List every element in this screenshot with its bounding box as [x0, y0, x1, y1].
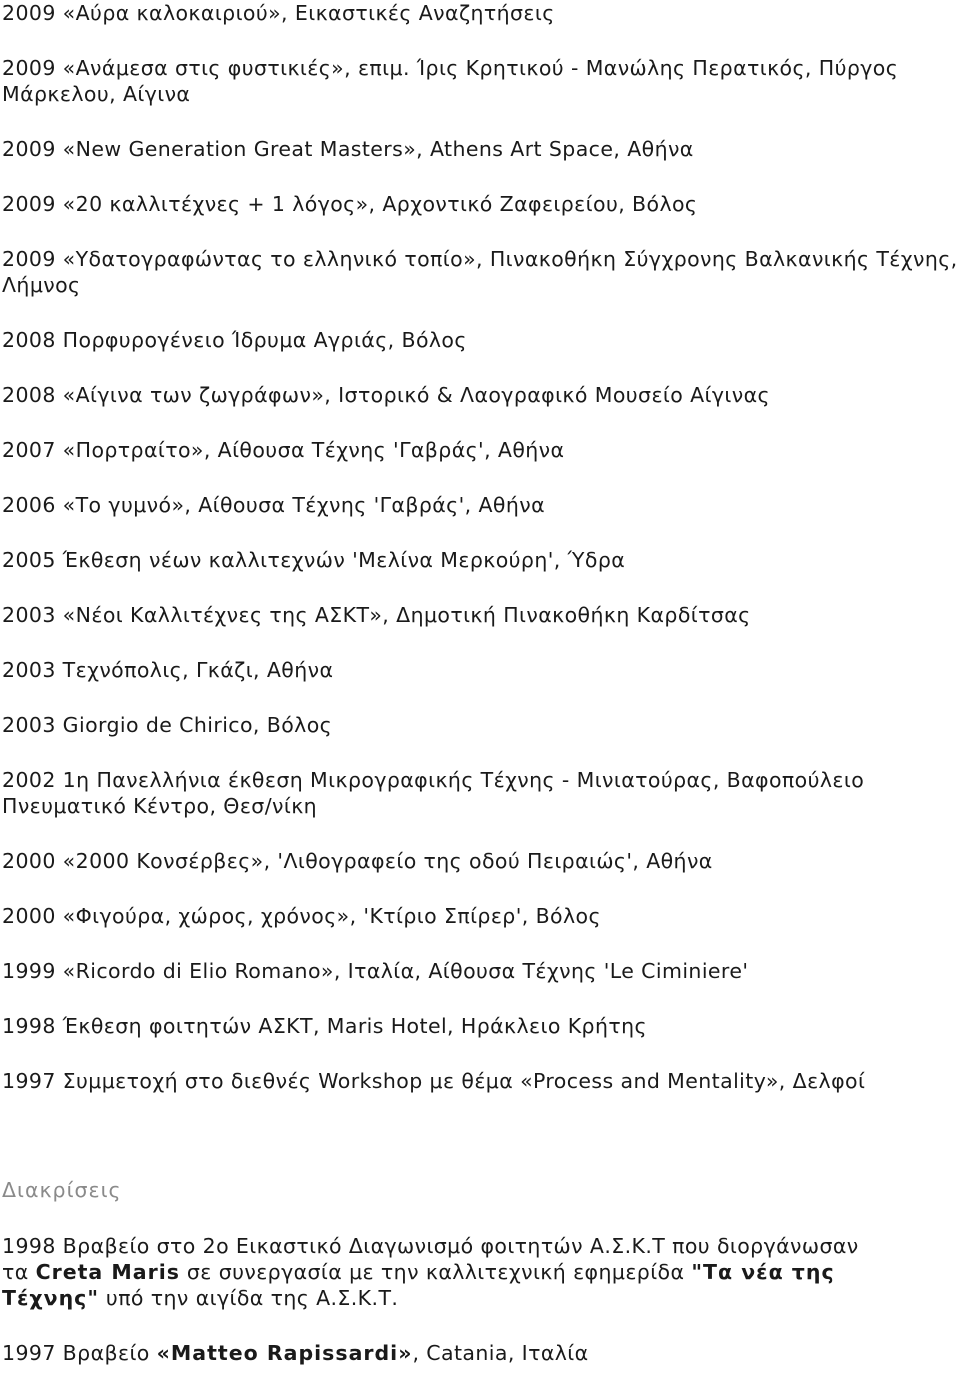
award-highlight: "Τα νέα της [691, 1260, 835, 1284]
award-entry [2, 1340, 960, 1366]
exhibition-entry: 2009 «20 καλλιτέχνες + 1 λόγος», Αρχοντικό Ζαφειρείου, Βόλος [2, 192, 698, 216]
exhibition-entry: 2007 «Πορτραίτο», Αίθουσα Τέχνης 'Γαβράς', Αθήνα [2, 438, 565, 462]
exhibition-entry: 2008 «Αίγινα των ζωγράφων», Ιστορικό & Λαογραφικό Μουσείο Αίγινας [2, 383, 770, 407]
exhibition-entry: 2000 «Φιγούρα, χώρος, χρόνος», 'Κτίριο Σπίρερ', Βόλος [2, 904, 601, 928]
exhibition-entry: 2003 Giorgio de Chirico, Βόλος [2, 713, 333, 737]
award-text: σε συνεργασία με την καλλιτεχνική εφημερίδα [179, 1260, 692, 1284]
exhibition-entry: 2005 Έκθεση νέων καλλιτεχνών 'Μελίνα Μερκούρη', Ύδρα [2, 548, 626, 572]
exhibition-entry: 2009 «Αύρα καλοκαιριού», Εικαστικές Αναζητήσεις [2, 1, 555, 25]
award-line: 1998 Βραβείο στο 2ο Εικαστικό Διαγωνισμό φοιτητών Α.Σ.Κ.Τ που διοργάνωσαν [2, 1234, 859, 1258]
exhibition-list [2, 0, 960, 1094]
exhibition-entry: 2008 Πορφυρογένειο Ίδρυμα Αγριάς, Βόλος [2, 328, 467, 352]
exhibition-entry: 2000 «2000 Κονσέρβες», 'Λιθογραφείο της οδού Πειραιώς', Αθήνα [2, 849, 713, 873]
awards-list [2, 1233, 960, 1366]
award-text: υπό την αιγίδα της Α.Σ.Κ.Τ. [99, 1286, 399, 1310]
exhibition-entry: 2003 Τεχνόπολις, Γκάζι, Αθήνα [2, 658, 334, 682]
exhibition-entry: 2002 1η Πανελλήνια έκθεση Μικρογραφικής Τέχνης - Μινιατούρας, Βαφοπούλειο Πνευματικό Κέντρο, Θεσ/νίκη [2, 768, 865, 818]
award-text: τα [2, 1260, 36, 1284]
award-text: , Catania, Ιταλία [412, 1341, 589, 1365]
award-highlight: Creta Maris [35, 1260, 180, 1284]
award-highlight: Τέχνης" [2, 1286, 100, 1310]
exhibition-entry: 2009 «Ανάμεσα στις φυστικιές», επιμ. Ίρις Κρητικού - Μανώλης Περατικός, Πύργος Μάρκελου, Αίγινα [2, 56, 899, 106]
awards-section-title: Διακρίσεις [2, 1178, 122, 1202]
exhibition-entry: 1999 «Ricordo di Elio Romano», Ιταλία, Αίθουσα Τέχνης 'Le Ciminiere' [2, 959, 749, 983]
award-text: 1997 Βραβείο [2, 1341, 157, 1365]
exhibition-entry: 1997 Συμμετοχή στο διεθνές Workshop με θέμα «Process and Mentality», Δελφοί [2, 1069, 866, 1093]
exhibition-entry: 2009 «Υδατογραφώντας το ελληνικό τοπίο», Πινακοθήκη Σύγχρονης Βαλκανικής Τέχνης, Λήμνος [2, 247, 958, 297]
exhibition-entry: 2009 «New Generation Great Masters», Athens Art Space, Αθήνα [2, 137, 694, 161]
award-entry [2, 1233, 960, 1311]
exhibition-entry: 2006 «Το γυμνό», Αίθουσα Τέχνης 'Γαβράς', Αθήνα [2, 493, 545, 517]
exhibition-entry: 1998 Έκθεση φοιτητών ΑΣΚΤ, Maris Hotel, Ηράκλειο Κρήτης [2, 1014, 647, 1038]
award-highlight: «Matteo Rapissardi» [156, 1341, 413, 1365]
exhibition-entry: 2003 «Νέοι Καλλιτέχνες της ΑΣΚΤ», Δημοτική Πινακοθήκη Καρδίτσας [2, 603, 751, 627]
